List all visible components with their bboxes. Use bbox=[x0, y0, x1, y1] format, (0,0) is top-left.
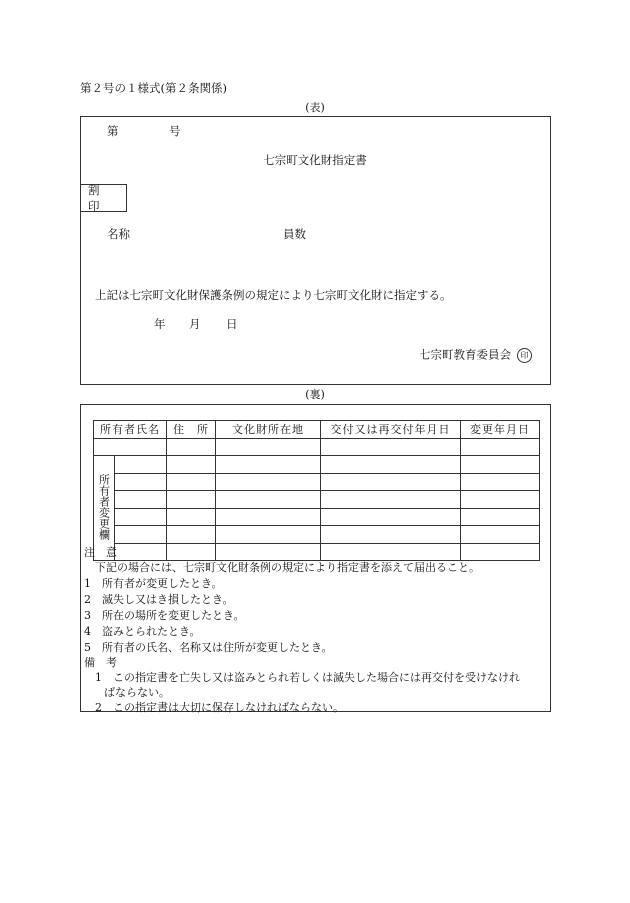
table-cell[interactable] bbox=[216, 473, 321, 491]
table-cell[interactable] bbox=[216, 456, 321, 474]
front-side-label: (表) bbox=[305, 101, 325, 114]
table-cell[interactable] bbox=[167, 543, 216, 561]
date-year-label: 年 bbox=[154, 317, 166, 331]
table-header-row bbox=[94, 421, 540, 439]
remarks-title: 備 考 bbox=[84, 656, 117, 669]
notes-intro: 下記の場合には、七宗町文化財条例の規定により指定書を添えて届出ること。 bbox=[95, 561, 480, 574]
table-cell[interactable] bbox=[115, 491, 167, 509]
table-cell[interactable] bbox=[167, 508, 216, 526]
table-cell[interactable] bbox=[321, 456, 461, 474]
designation-statement: 上記は七宗町文化財保護条例の規定により七宗町文化財に指定する。 bbox=[95, 288, 452, 302]
date-month-label: 月 bbox=[189, 317, 201, 331]
table-cell[interactable] bbox=[321, 508, 461, 526]
official-seal-icon: 印 bbox=[517, 348, 532, 363]
certificate-number-prefix: 第 bbox=[107, 124, 119, 138]
tally-seal-label: 割 印 bbox=[88, 183, 110, 213]
issuer-line bbox=[419, 348, 532, 363]
note-item: 5 所有者の氏名、名称又は住所が変更したとき。 bbox=[84, 641, 333, 654]
table-row bbox=[94, 543, 540, 561]
name-label: 名称 bbox=[107, 227, 130, 241]
owner-change-column-text: 所有者変更欄 bbox=[97, 473, 111, 540]
remark-item: 1 この指定書を亡失し又は盗みとられ若しくは滅失した場合には再交付を受けなけれ bbox=[95, 671, 520, 684]
count-label: 員数 bbox=[283, 227, 306, 241]
remark-item: 2 この指定書は大切に保存しなければならない。 bbox=[95, 701, 344, 714]
note-item: 3 所在の場所を変更したとき。 bbox=[84, 609, 245, 622]
table-row bbox=[94, 456, 540, 474]
table-row bbox=[94, 438, 540, 456]
tally-seal-box bbox=[80, 184, 127, 212]
form-title: 第２号の１様式(第２条関係) bbox=[80, 81, 227, 95]
header-address: 住 所 bbox=[167, 421, 216, 439]
table-cell[interactable] bbox=[321, 438, 461, 456]
table-cell[interactable] bbox=[94, 438, 167, 456]
table-cell[interactable] bbox=[167, 491, 216, 509]
header-owner-name: 所有者氏名 bbox=[94, 421, 167, 439]
table-row bbox=[94, 491, 540, 509]
table-cell[interactable] bbox=[167, 526, 216, 544]
header-change-date: 変更年月日 bbox=[461, 421, 540, 439]
table-cell[interactable] bbox=[115, 473, 167, 491]
note-item: 4 盗みとられたとき。 bbox=[84, 625, 201, 638]
table-cell[interactable] bbox=[461, 508, 540, 526]
table-cell[interactable] bbox=[115, 526, 167, 544]
table-cell[interactable] bbox=[216, 438, 321, 456]
table-cell[interactable] bbox=[461, 543, 540, 561]
owner-change-column-label bbox=[94, 456, 115, 561]
back-side-label: (裏) bbox=[305, 388, 325, 401]
table-cell[interactable] bbox=[461, 473, 540, 491]
table-cell[interactable] bbox=[321, 473, 461, 491]
header-issue-date: 交付又は再交付年月日 bbox=[321, 421, 461, 439]
table-cell[interactable] bbox=[321, 491, 461, 509]
table-cell[interactable] bbox=[216, 508, 321, 526]
table-cell[interactable] bbox=[167, 456, 216, 474]
certificate-number-suffix: 号 bbox=[169, 124, 181, 138]
table-cell[interactable] bbox=[461, 456, 540, 474]
table-cell[interactable] bbox=[461, 491, 540, 509]
owner-change-table bbox=[93, 420, 540, 561]
table-cell[interactable] bbox=[216, 543, 321, 561]
table-cell[interactable] bbox=[167, 438, 216, 456]
table-cell[interactable] bbox=[461, 526, 540, 544]
date-day-label: 日 bbox=[226, 317, 238, 331]
note-item: 2 滅失し又はき損したとき。 bbox=[84, 593, 234, 606]
table-cell[interactable] bbox=[115, 543, 167, 561]
table-cell[interactable] bbox=[461, 438, 540, 456]
table-row bbox=[94, 508, 540, 526]
table-cell[interactable] bbox=[216, 491, 321, 509]
table-row bbox=[94, 473, 540, 491]
notes-title: 注 意 bbox=[84, 546, 117, 559]
note-item: 1 所有者が変更したとき。 bbox=[84, 577, 223, 590]
header-location: 文化財所在地 bbox=[216, 421, 321, 439]
table-row bbox=[94, 526, 540, 544]
table-cell[interactable] bbox=[115, 508, 167, 526]
table-cell[interactable] bbox=[167, 473, 216, 491]
table-cell[interactable] bbox=[321, 543, 461, 561]
issuer-name: 七宗町教育委員会 bbox=[419, 347, 511, 362]
table-cell[interactable] bbox=[321, 526, 461, 544]
table-cell[interactable] bbox=[216, 526, 321, 544]
table-cell[interactable] bbox=[115, 456, 167, 474]
document-title: 七宗町文化財指定書 bbox=[263, 153, 367, 167]
remark-item-continuation: ばならない。 bbox=[104, 686, 170, 699]
